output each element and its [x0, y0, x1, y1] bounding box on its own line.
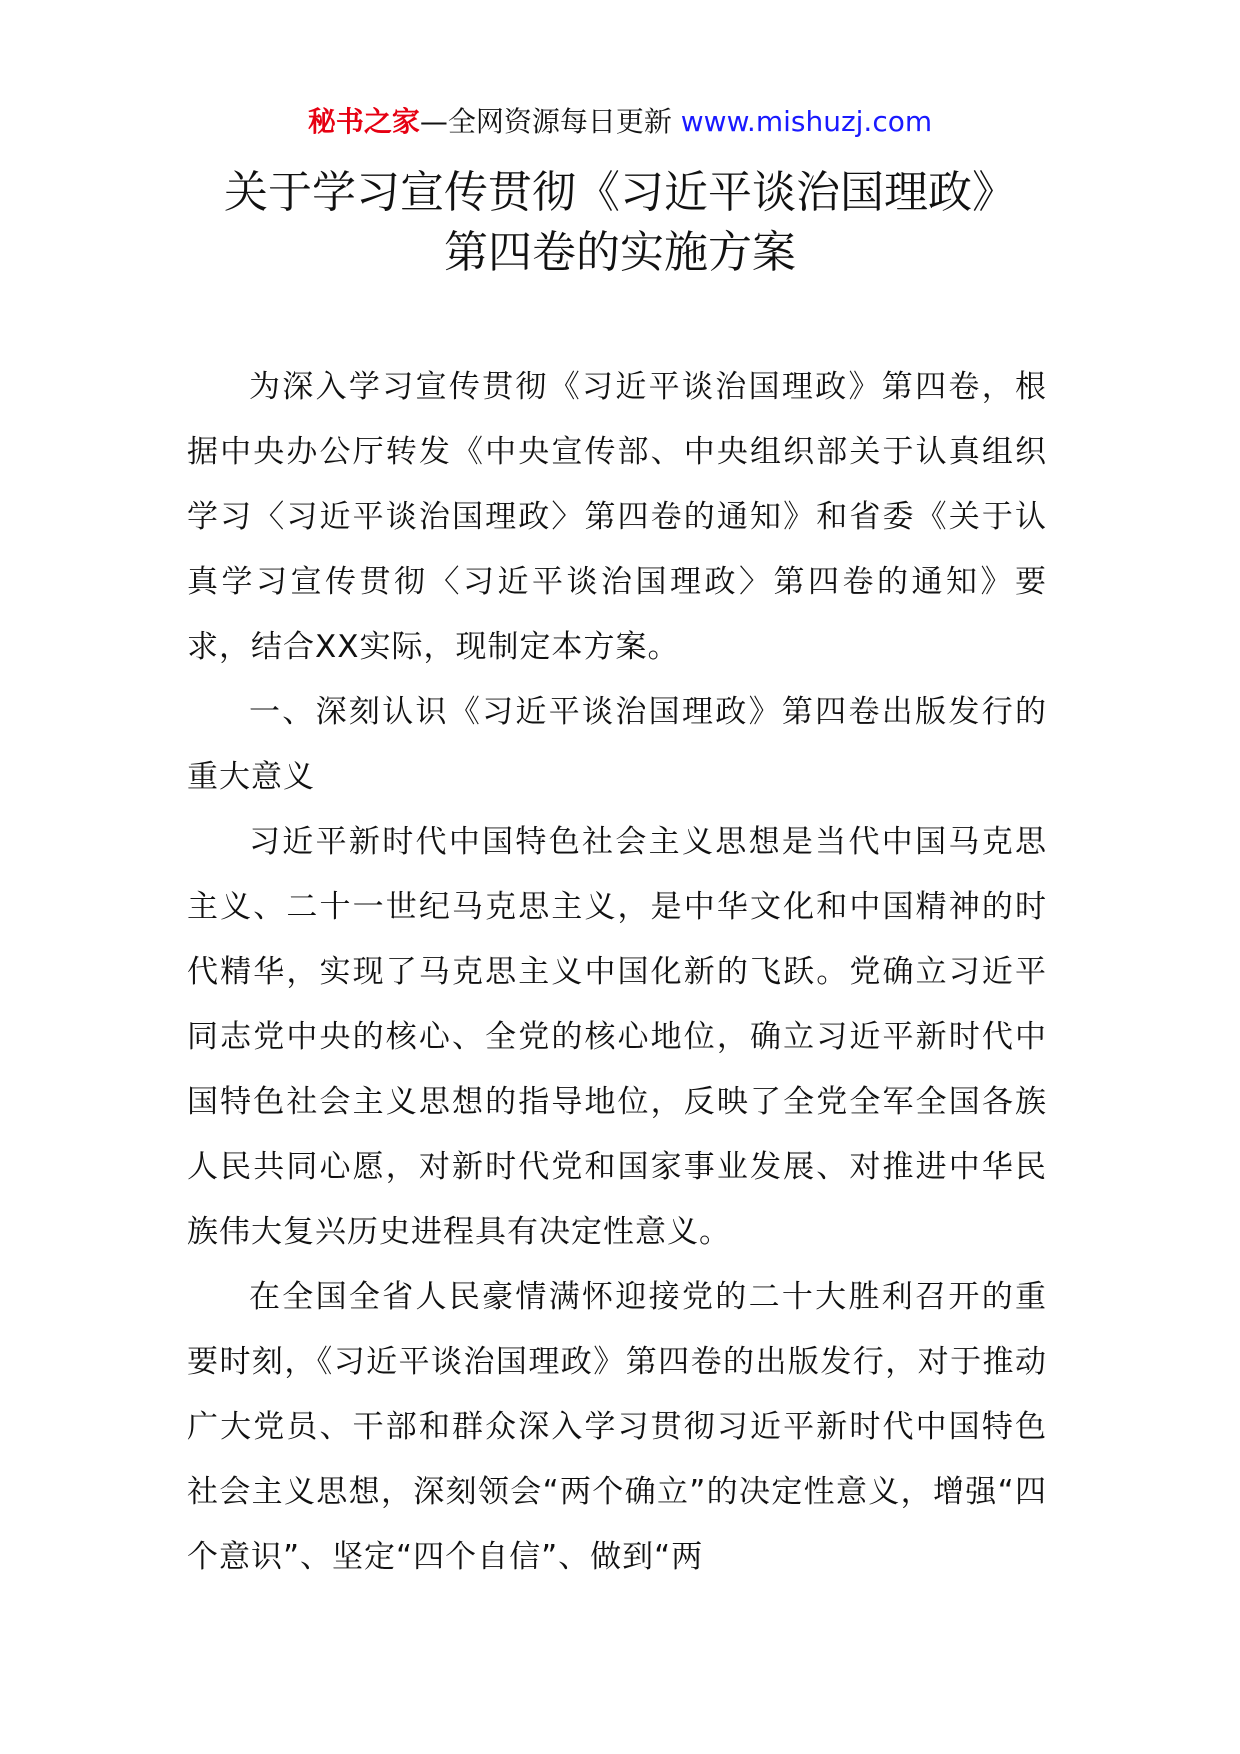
section-heading-1: 一、深刻认识《习近平谈治国理政》第四卷出版发行的重大意义 [187, 694, 1047, 795]
document-title [0, 163, 1240, 283]
paragraph-significance: 习近平新时代中国特色社会主义思想是当代中国马克思主义、二十一世纪马克思主义，是中华文化和中国精神的时代精华，实现了马克思主义中国化新的飞跃。党确立习近平同志党中央的核心、全党的核心地位，确立习近平新时代中国特色社会主义思想的指导地位，反映了全党全军全国各族人民共同心愿，对新时代党和国家事业发展、对推进中华民族伟大复兴历史进程具有决定性意义。 [187, 824, 1047, 1250]
document-title-line-1: 关于学习宣传贯彻《习近平谈治国理政》 [224, 167, 1016, 218]
document-body [187, 355, 1047, 1590]
banner-slogan: —全网资源每日更新 [419, 105, 681, 138]
banner-brand: 秘书之家 [307, 105, 420, 138]
paragraph-publication: 在全国全省人民豪情满怀迎接党的二十大胜利召开的重要时刻，《习近平谈治国理政》第四卷的出版发行，对于推动广大党员、干部和群众深入学习贯彻习近平新时代中国特色社会主义思想，深刻领会“两个确立”的决定性意义，增强“四个意识”、坚定“四个自信”、做到“两 [187, 1279, 1047, 1575]
header-banner [0, 102, 1240, 142]
paragraph-intro: 为深入学习宣传贯彻《习近平谈治国理政》第四卷，根据中央办公厅转发《中央宣传部、中央组织部关于认真组织学习〈习近平谈治国理政〉第四卷的通知》和省委《关于认真学习宣传贯彻〈习近平谈治国理政〉第四卷的通知》要求，结合XX实际，现制定本方案。 [187, 369, 1047, 665]
banner-url-link[interactable]: www.mishuzj.com [680, 105, 933, 138]
document-title-line-2: 第四卷的实施方案 [444, 227, 796, 278]
